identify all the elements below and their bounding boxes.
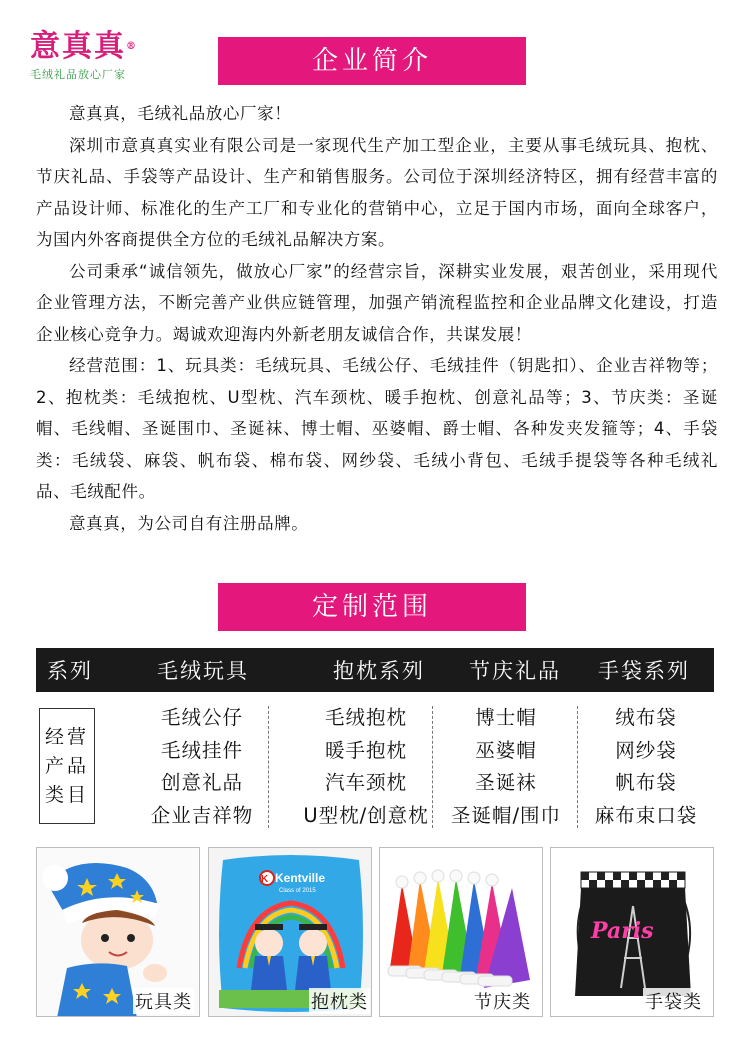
table-cell: 创意礼品 <box>160 771 243 794</box>
product-photo-row <box>36 847 714 1017</box>
column-divider <box>268 706 269 828</box>
table-cell: U型枕/创意枕 <box>303 803 429 827</box>
plush-toy-photo <box>36 847 200 1017</box>
pillow-brand-text: Kentville <box>275 871 326 885</box>
brand-logo <box>30 30 160 82</box>
drawstring-bag-photo <box>550 847 714 1017</box>
category-label-line: 产品 <box>44 754 89 777</box>
photo-caption: 节庆类 <box>472 988 533 1014</box>
table-cell: 毛绒公仔 <box>160 706 243 729</box>
header-plush-toys: 毛绒玩具 <box>157 659 249 683</box>
table-cell: 麻布束口袋 <box>594 803 698 827</box>
svg-text:K: K <box>261 874 269 885</box>
logo-tagline: 毛绒礼品放心厂家 <box>30 68 126 81</box>
logo-name <box>30 30 160 64</box>
table-cell: 毛绒抱枕 <box>324 706 407 729</box>
header-festival-gifts: 节庆礼品 <box>469 659 561 683</box>
table-cell: 企业吉祥物 <box>150 803 254 827</box>
column-divider <box>432 706 433 828</box>
table-cell: 帆布袋 <box>615 771 677 794</box>
category-label-line: 类目 <box>44 783 89 806</box>
product-table-body <box>36 702 714 830</box>
photo-caption: 抱枕类 <box>309 988 370 1014</box>
product-table-header <box>36 648 714 692</box>
plush-toys-column <box>102 702 302 832</box>
category-label-line: 经营 <box>44 725 89 748</box>
festival-hats-photo <box>379 847 543 1017</box>
pillow-photo <box>208 847 372 1017</box>
bags-column <box>578 702 714 832</box>
intro-paragraph-2: 深圳市意真真实业有限公司是一家现代生产加工型企业，主要从事毛绒玩具、抱枕、节庆礼品、手袋等产品设计、生产和销售服务。公司位于深圳经济特区，拥有经营丰富的产品设计师、标准化的生产工厂和专业化的营销中心，立足于国内市场，面向全球客户，为国内外客商提供全方位的毛绒礼品解决方案。 <box>36 135 718 249</box>
table-cell: 绒布袋 <box>615 706 677 729</box>
intro-paragraph-5: 意真真，为公司自有注册品牌。 <box>69 513 309 533</box>
header-bags: 手袋系列 <box>598 659 690 683</box>
table-cell: 圣诞帽/围巾 <box>450 803 562 827</box>
intro-paragraph-3: 公司秉承“诚信领先，做放心厂家”的经营宗旨，深耕实业发展，艰苦创业，采用现代企业管理方法，不断完善产业供应链管理，加强产销流程监控和企业品牌文化建设，打造企业核心竞争力。竭诚欢迎海内外新老朋友诚信合作，共谋发展！ <box>36 261 718 344</box>
header-pillows: 抱枕系列 <box>333 659 425 683</box>
logo-text: 意真真 <box>30 29 126 64</box>
table-cell: 毛绒挂件 <box>160 738 243 762</box>
header-series: 系列 <box>47 659 93 683</box>
table-cell: 暖手抱枕 <box>324 738 407 762</box>
company-intro <box>36 98 718 539</box>
registered-mark: ® <box>126 41 138 52</box>
section-title-scope: 定制范围 <box>218 583 526 631</box>
bag-print-text: Paris <box>591 918 654 944</box>
festival-gifts-column <box>438 702 574 832</box>
table-cell: 网纱袋 <box>615 738 677 762</box>
table-cell: 巫婆帽 <box>475 738 537 762</box>
table-cell: 汽车颈枕 <box>324 771 407 794</box>
pillows-column <box>276 702 456 832</box>
intro-paragraph-1: 意真真，毛绒礼品放心厂家！ <box>69 104 292 123</box>
pillow-class-text: Class of 2015 <box>279 888 316 894</box>
table-cell: 博士帽 <box>475 706 537 729</box>
photo-caption: 手袋类 <box>643 988 704 1014</box>
section-title-intro: 企业简介 <box>218 37 526 85</box>
table-cell: 圣诞袜 <box>475 771 537 794</box>
photo-caption: 玩具类 <box>133 988 194 1014</box>
intro-paragraph-4: 经营范围：1、玩具类：毛绒玩具、毛绒公仔、毛绒挂件（钥匙扣）、企业吉祥物等；2、抱枕类：毛绒抱枕、U型枕、汽车颈枕、暖手抱枕、创意礼品等；3、节庆类：圣诞帽、毛线帽、圣诞围巾、圣诞袜、博士帽、巫婆帽、爵士帽、各种发夹发箍等；4、手袋类：毛绒袋、麻袋、帆布袋、棉布袋、网纱袋、毛绒小背包、毛绒手提袋等各种毛绒礼品、毛绒配件。 <box>36 356 718 501</box>
category-label-box <box>39 708 95 824</box>
